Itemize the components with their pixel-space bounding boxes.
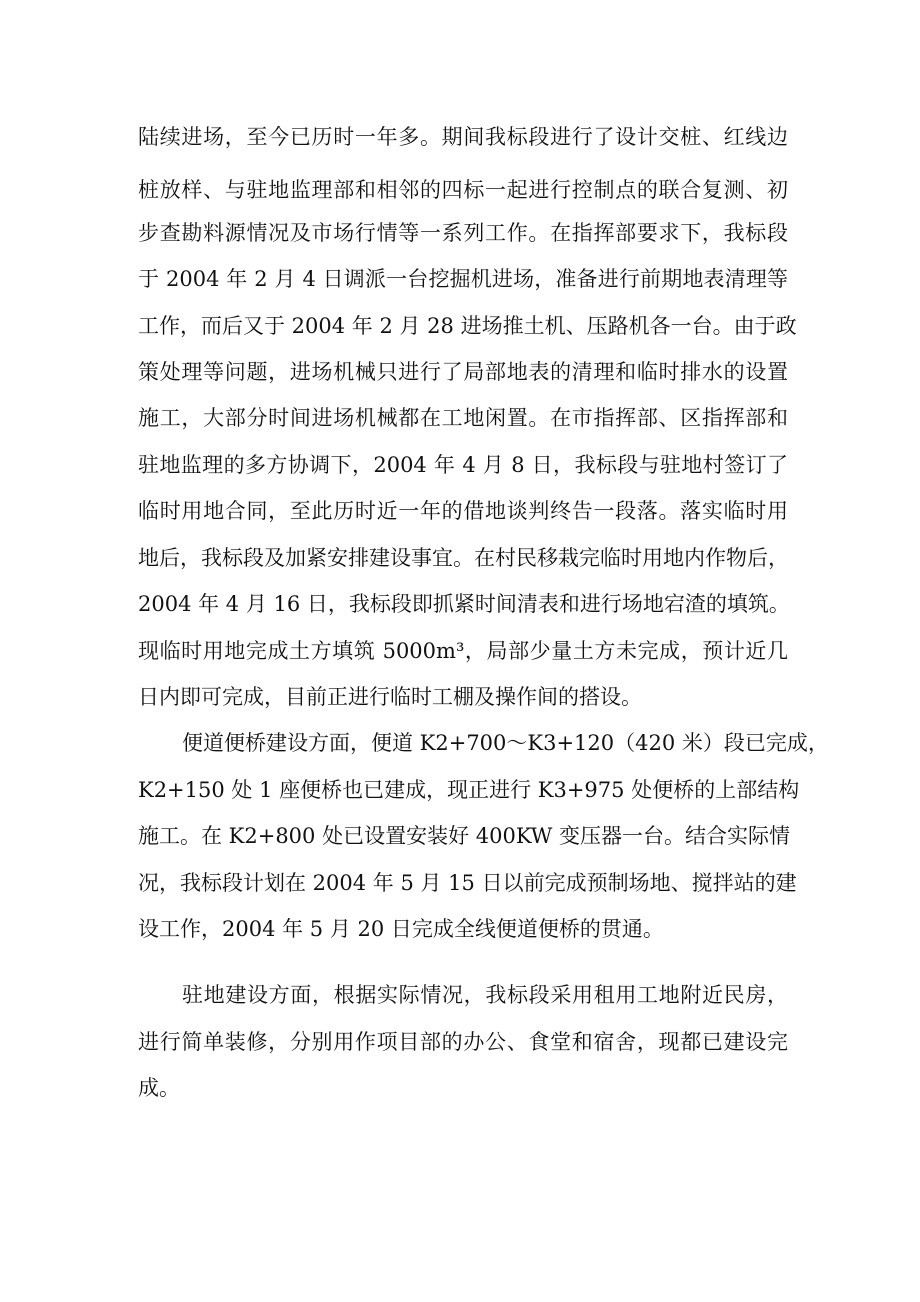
text-line: 便道便桥建设方面，便道 K2+700～K3+120（420 米）段已完成， [182,731,829,755]
text-line: 桩放样、与驻地监理部和相邻的四标一起进行控制点的联合复测、初 [138,178,788,202]
text-line: 日内即可完成，目前正进行临时工棚及操作间的搭设。 [138,685,642,709]
text-line: 地后，我标段及加紧安排建设事宜。在村民移栽完临时用地内作物后， [138,546,789,570]
text-line: 成。 [138,1076,180,1100]
text-line: 步查勘料源情况及市场行情等一系列工作。在指挥部要求下，我标段 [138,221,788,245]
text-line: 工作，而后又于 2004 年 2 月 28 进场推土机、压路机各一台。由于政 [138,314,797,338]
text-line: 施工，大部分时间进场机械都在工地闲置。在市指挥部、区指挥部和 [138,406,788,430]
text-line: 况，我标段计划在 2004 年 5 月 15 日以前完成预制场地、搅拌站的建 [138,871,797,895]
text-line: 进行简单装修，分别用作项目部的办公、食堂和宿舍，现都已建设完 [138,1030,788,1054]
text-line: 临时用地合同，至此历时近一年的借地谈判终告一段落。落实临时用 [138,499,788,523]
text-line: 现临时用地完成土方填筑 5000m³，局部少量土方未完成，预计近几 [138,639,788,663]
text-line: 陆续进场，至今已历时一年多。期间我标段进行了设计交桩、红线边 [138,125,788,149]
text-line: 设工作，2004 年 5 月 20 日完成全线便道便桥的贯通。 [138,917,664,941]
text-line: 2004 年 4 月 16 日，我标段即抓紧时间清表和进行场地宕渣的填筑。 [138,592,790,616]
text-line: 驻地建设方面，根据实际情况，我标段采用租用工地附近民房， [182,983,788,1007]
text-line: 施工。在 K2+800 处已设置安装好 400KW 变压器一台。结合实际情 [138,824,791,848]
text-line: K2+150 处 1 座便桥也已建成，现正进行 K3+975 处便桥的上部结构 [138,778,800,802]
text-line: 策处理等问题，进场机械只进行了局部地表的清理和临时排水的设置 [138,360,788,384]
text-line: 驻地监理的多方协调下，2004 年 4 月 8 日，我标段与驻地村签订了 [138,453,788,477]
text-line: 于 2004 年 2 月 4 日调派一台挖掘机进场，准备进行前期地表清理等 [138,267,788,291]
